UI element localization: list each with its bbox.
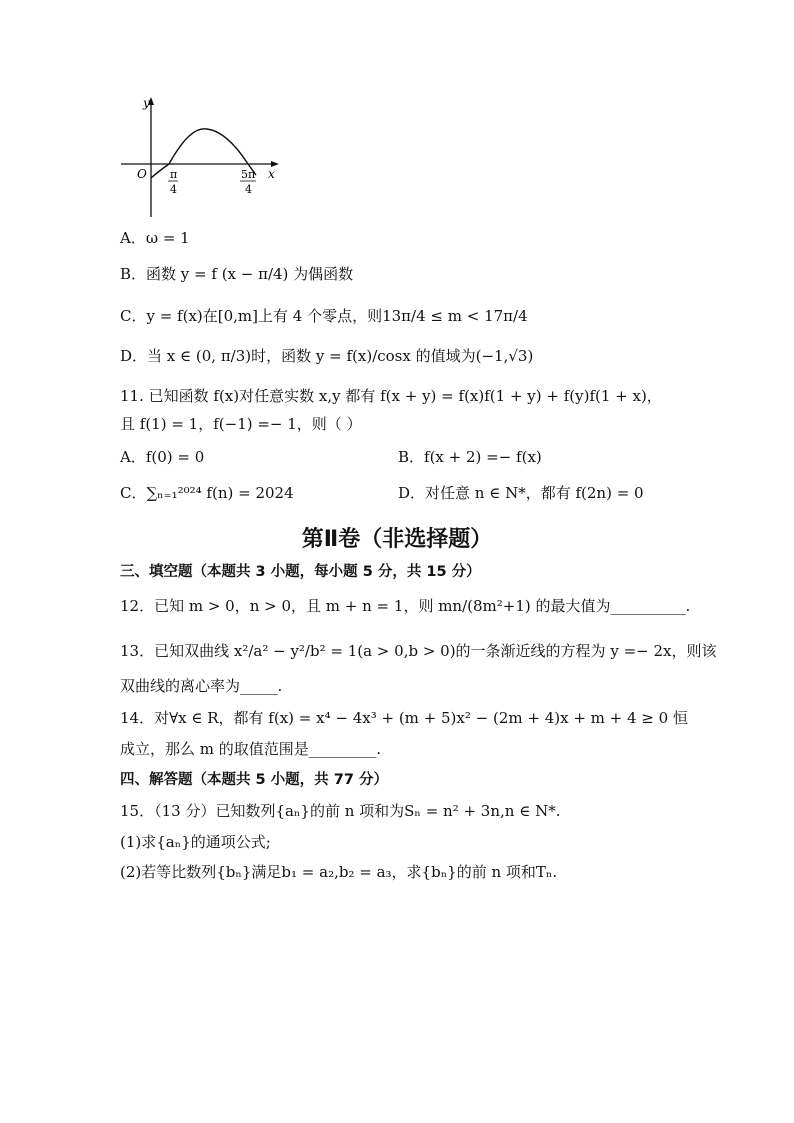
tick-5pi4-num: 5π [241, 168, 256, 181]
sine-graph [115, 95, 285, 220]
q15-stem: 15．（13 分）已知数列{aₙ}的前 n 项和为Sₙ = n² + 3n,n ∈ N*. [120, 802, 561, 820]
part2-title: 第Ⅱ卷（非选择题） [301, 527, 493, 552]
q14-line1: 14．对∀x ∈ R，都有 f(x) = x⁴ − 4x³ + (m + 5)x² − (2m + 4)x + m + 4 ≥ 0 恒 [120, 709, 688, 727]
tick-5pi4-den: 4 [245, 183, 252, 196]
y-axis-label: y [143, 96, 150, 110]
q10-option-d: D．当 x ∈ (0, π/3)时，函数 y = f(x)/cosx 的值域为(−1,√3) [120, 347, 534, 365]
x-axis-label: x [268, 167, 275, 181]
q10-option-b: B．函数 y = f (x − π/4) 为偶函数 [120, 265, 354, 283]
q11-stem-line2: 且 f(1) = 1，f(−1) =− 1，则（ ） [120, 415, 362, 433]
q11-option-d: D．对任意 n ∈ N*，都有 f(2n) = 0 [398, 484, 644, 502]
q15-part2: (2)若等比数列{bₙ}满足b₁ = a₂,b₂ = a₃，求{bₙ}的前 n 项和Tₙ. [120, 863, 558, 881]
q11-option-a: A．f(0) = 0 [120, 448, 205, 466]
q11-stem-line1: 11. 已知函数 f(x)对任意实数 x,y 都有 f(x + y) = f(x)f(1 + y) + f(y)f(1 + x)， [120, 387, 662, 405]
tick-pi4-den: 4 [170, 183, 177, 196]
q14-line2: 成立，那么 m 的取值范围是_________. [120, 740, 382, 758]
q13-line1: 13．已知双曲线 x²/a² − y²/b² = 1(a > 0,b > 0)的一条渐近线的方程为 y =− 2x，则该 [120, 642, 717, 660]
q13-line2: 双曲线的离心率为_____. [120, 677, 283, 695]
section3-heading: 三、填空题（本题共 3 小题，每小题 5 分，共 15 分） [120, 564, 481, 580]
q12-text: 12．已知 m > 0，n > 0，且 m + n = 1，则 mn/(8m²+1) 的最大值为__________. [120, 597, 691, 615]
q10-option-c: C．y = f(x)在[0,m]上有 4 个零点，则13π/4 ≤ m < 17π/4 [120, 307, 528, 325]
q11-option-c: C．∑ₙ₌₁²⁰²⁴ f(n) = 2024 [120, 484, 294, 502]
q11-option-b: B．f(x + 2) =− f(x) [398, 448, 542, 466]
q15-part1: (1)求{aₙ}的通项公式; [120, 833, 271, 851]
q10-option-a: A．ω = 1 [120, 229, 190, 247]
tick-pi4-num: π [170, 168, 178, 181]
origin-label: O [137, 167, 147, 181]
section4-heading: 四、解答题（本题共 5 小题，共 77 分） [120, 772, 388, 788]
